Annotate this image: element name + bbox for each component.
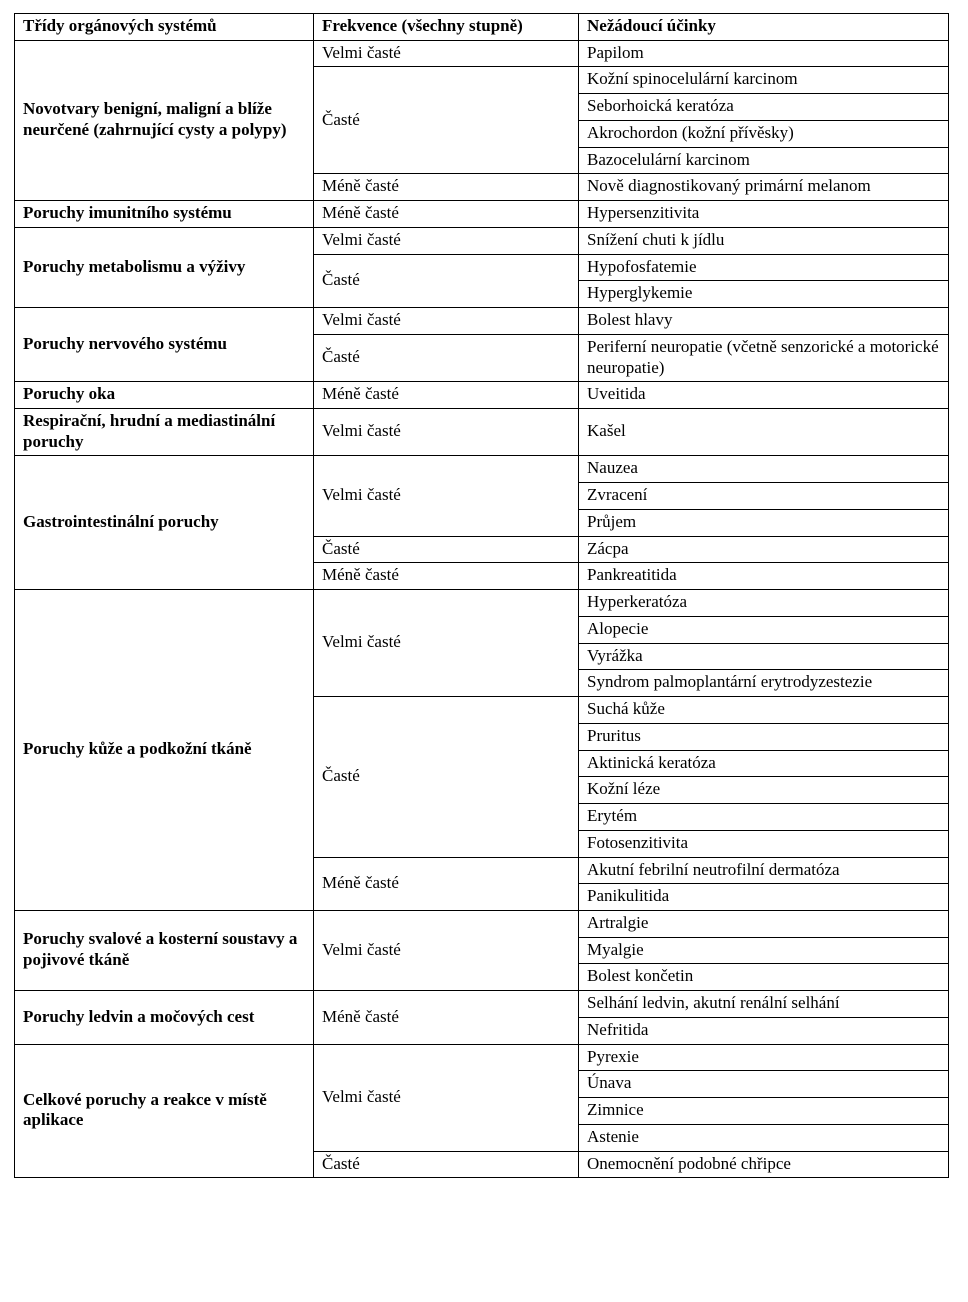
column-header-adverse-effects: Nežádoucí účinky [579, 14, 949, 41]
adverse-effect-cell: Alopecie [579, 616, 949, 643]
frequency-cell: Časté [314, 334, 579, 381]
adverse-effect-cell: Hyperkeratóza [579, 590, 949, 617]
system-organ-class-cell: Novotvary benigní, maligní a blíže neurčené (zahrnující cysty a polypy) [15, 40, 314, 200]
frequency-cell: Velmi časté [314, 409, 579, 456]
adverse-effect-cell: Fotosenzitivita [579, 830, 949, 857]
adverse-effect-cell: Zvracení [579, 483, 949, 510]
adverse-effect-cell: Onemocnění podobné chřipce [579, 1151, 949, 1178]
adverse-effect-cell: Syndrom palmoplantární erytrodyzestezie [579, 670, 949, 697]
adverse-effect-cell: Průjem [579, 509, 949, 536]
table-row [15, 40, 949, 67]
adverse-effect-cell: Hypofosfatemie [579, 254, 949, 281]
frequency-cell: Méně časté [314, 174, 579, 201]
adverse-effect-cell: Únava [579, 1071, 949, 1098]
frequency-cell: Velmi časté [314, 40, 579, 67]
table-row [15, 991, 949, 1018]
table-row [15, 227, 949, 254]
system-organ-class-cell: Poruchy nervového systému [15, 308, 314, 382]
table-row [15, 590, 949, 617]
adverse-effect-cell: Periferní neuropatie (včetně senzorické a motorické neuropatie) [579, 334, 949, 381]
system-organ-class-cell: Poruchy imunitního systému [15, 201, 314, 228]
header-row [15, 14, 949, 41]
adverse-effect-cell: Snížení chuti k jídlu [579, 227, 949, 254]
adverse-effect-cell: Bazocelulární karcinom [579, 147, 949, 174]
frequency-cell: Časté [314, 67, 579, 174]
adverse-effect-cell: Pankreatitida [579, 563, 949, 590]
frequency-cell: Velmi časté [314, 910, 579, 990]
system-organ-class-cell: Celkové poruchy a reakce v místě aplikace [15, 1044, 314, 1178]
adverse-effect-cell: Kožní spinocelulární karcinom [579, 67, 949, 94]
adverse-effects-table [14, 13, 949, 1178]
system-organ-class-cell: Poruchy metabolismu a výživy [15, 227, 314, 307]
adverse-effect-cell: Pyrexie [579, 1044, 949, 1071]
adverse-effect-cell: Hyperglykemie [579, 281, 949, 308]
frequency-cell: Časté [314, 697, 579, 857]
adverse-effect-cell: Panikulitida [579, 884, 949, 911]
frequency-cell: Časté [314, 1151, 579, 1178]
adverse-effect-cell: Seborhoická keratóza [579, 94, 949, 121]
adverse-effect-cell: Aktinická keratóza [579, 750, 949, 777]
system-organ-class-cell: Poruchy kůže a podkožní tkáně [15, 590, 314, 911]
adverse-effect-cell: Nefritida [579, 1017, 949, 1044]
table-row [15, 201, 949, 228]
adverse-effect-cell: Akutní febrilní neutrofilní dermatóza [579, 857, 949, 884]
adverse-effect-cell: Kožní léze [579, 777, 949, 804]
system-organ-class-cell: Respirační, hrudní a mediastinální poruchy [15, 409, 314, 456]
adverse-effect-cell: Bolest končetin [579, 964, 949, 991]
adverse-effect-cell: Bolest hlavy [579, 308, 949, 335]
table-row [15, 308, 949, 335]
frequency-cell: Méně časté [314, 991, 579, 1044]
frequency-cell: Časté [314, 254, 579, 307]
table-body [15, 40, 949, 1178]
column-header-system-organ-class: Třídy orgánových systémů [15, 14, 314, 41]
system-organ-class-cell: Gastrointestinální poruchy [15, 456, 314, 590]
column-header-frequency: Frekvence (všechny stupně) [314, 14, 579, 41]
frequency-cell: Časté [314, 536, 579, 563]
table-row [15, 910, 949, 937]
adverse-effect-cell: Uveitida [579, 382, 949, 409]
adverse-effect-cell: Akrochordon (kožní přívěsky) [579, 120, 949, 147]
adverse-effect-cell: Kašel [579, 409, 949, 456]
adverse-effect-cell: Zácpa [579, 536, 949, 563]
adverse-effect-cell: Suchá kůže [579, 697, 949, 724]
adverse-effect-cell: Astenie [579, 1124, 949, 1151]
adverse-effect-cell: Pruritus [579, 723, 949, 750]
frequency-cell: Velmi časté [314, 590, 579, 697]
adverse-effect-cell: Myalgie [579, 937, 949, 964]
frequency-cell: Velmi časté [314, 456, 579, 536]
table-row [15, 456, 949, 483]
table-header [15, 14, 949, 41]
table-row [15, 1044, 949, 1071]
system-organ-class-cell: Poruchy svalové a kosterní soustavy a pojivové tkáně [15, 910, 314, 990]
adverse-effect-cell: Artralgie [579, 910, 949, 937]
adverse-effect-cell: Nauzea [579, 456, 949, 483]
frequency-cell: Méně časté [314, 201, 579, 228]
table-row [15, 382, 949, 409]
adverse-effect-cell: Selhání ledvin, akutní renální selhání [579, 991, 949, 1018]
frequency-cell: Méně časté [314, 563, 579, 590]
frequency-cell: Velmi časté [314, 308, 579, 335]
frequency-cell: Velmi časté [314, 227, 579, 254]
system-organ-class-cell: Poruchy oka [15, 382, 314, 409]
table-row [15, 409, 949, 456]
frequency-cell: Velmi časté [314, 1044, 579, 1151]
frequency-cell: Méně časté [314, 857, 579, 910]
adverse-effect-cell: Nově diagnostikovaný primární melanom [579, 174, 949, 201]
system-organ-class-cell: Poruchy ledvin a močových cest [15, 991, 314, 1044]
adverse-effect-cell: Zimnice [579, 1098, 949, 1125]
adverse-effect-cell: Papilom [579, 40, 949, 67]
frequency-cell: Méně časté [314, 382, 579, 409]
adverse-effect-cell: Vyrážka [579, 643, 949, 670]
adverse-effect-cell: Hypersenzitivita [579, 201, 949, 228]
adverse-effect-cell: Erytém [579, 804, 949, 831]
